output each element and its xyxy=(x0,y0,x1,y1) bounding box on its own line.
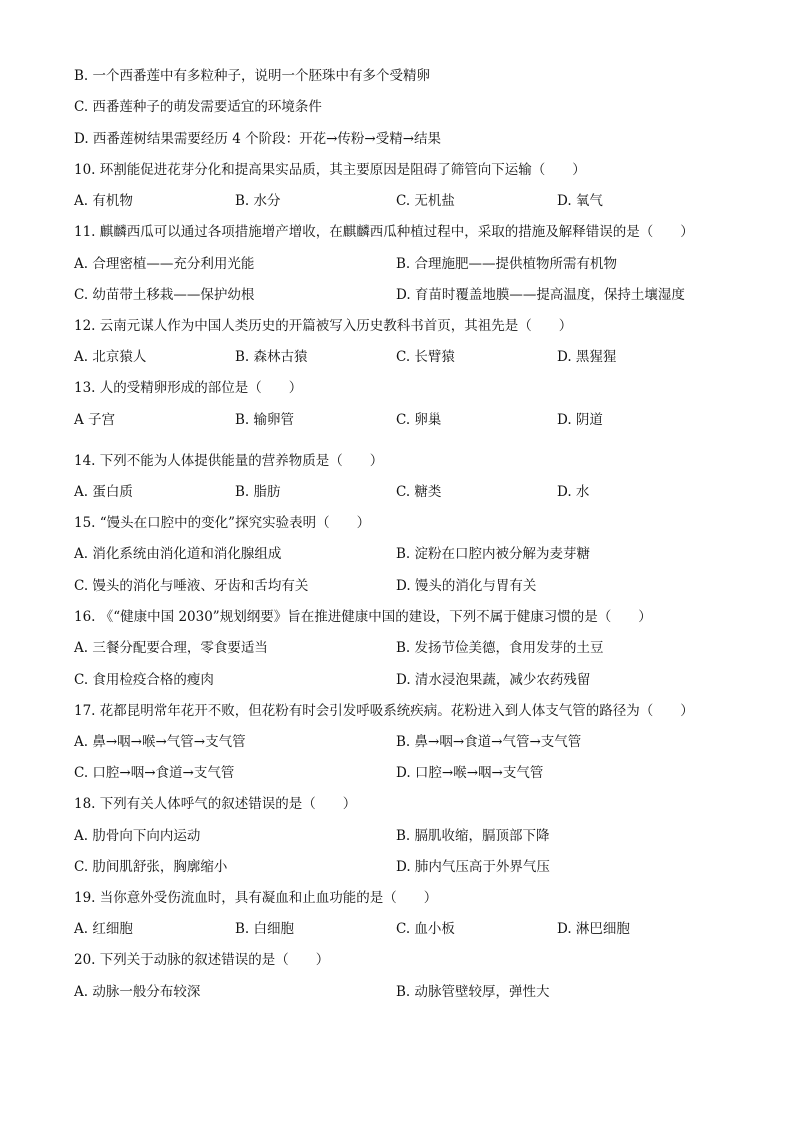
question-20-option-b: B. 动脉管壁较厚，弹性大 xyxy=(396,984,550,1000)
question-13-option-c: C. 卵巢 xyxy=(396,412,442,428)
question-16-option-b: B. 发扬节俭美德，食用发芽的土豆 xyxy=(396,640,604,656)
question-13-option-d: D. 阴道 xyxy=(557,412,603,428)
question-15-option-b: B. 淀粉在口腔内被分解为麦芽糖 xyxy=(396,546,591,562)
question-12-option-d: D. 黑猩猩 xyxy=(557,349,617,365)
question-17-option-c: C. 口腔→咽→食道→支气管 xyxy=(74,765,235,781)
prev-option-c: C. 西番莲种子的萌发需要适宜的环境条件 xyxy=(74,99,322,115)
question-10-option-d: D. 氧气 xyxy=(557,193,603,209)
question-16-stem: 16. 《“健康中国 2030”规划纲要》旨在推进健康中国的建设，下列不属于健康习惯的是（ ） xyxy=(74,609,652,625)
question-14-option-d: D. 水 xyxy=(557,484,590,500)
question-14-option-b: B. 脂肪 xyxy=(235,484,281,500)
question-18-option-a: A. 肋骨向下向内运动 xyxy=(74,828,201,844)
question-19-option-b: B. 白细胞 xyxy=(235,921,295,937)
question-20-stem: 20. 下列关于动脉的叙述错误的是（ ） xyxy=(74,952,330,968)
question-10-stem: 10. 环割能促进花芽分化和提高果实品质，其主要原因是阻碍了筛管向下运输（ ） xyxy=(74,162,586,178)
question-11-option-d: D. 育苗时覆盖地膜——提高温度，保持土壤湿度 xyxy=(396,287,685,303)
question-13-option-a: A 子宫 xyxy=(74,412,116,428)
question-15-option-a: A. 消化系统由消化道和消化腺组成 xyxy=(74,546,282,562)
question-16-option-c: C. 食用检疫合格的瘦肉 xyxy=(74,672,214,688)
question-10-option-b: B. 水分 xyxy=(235,193,281,209)
question-19-option-a: A. 红细胞 xyxy=(74,921,133,937)
question-14-option-c: C. 糖类 xyxy=(396,484,442,500)
question-17-option-a: A. 鼻→咽→喉→气管→支气管 xyxy=(74,734,246,750)
question-13-stem: 13. 人的受精卵形成的部位是（ ） xyxy=(74,380,303,396)
question-11-option-b: B. 合理施肥——提供植物所需有机物 xyxy=(396,256,618,272)
question-14-stem: 14. 下列不能为人体提供能量的营养物质是（ ） xyxy=(74,453,384,469)
question-17-option-d: D. 口腔→喉→咽→支气管 xyxy=(396,765,544,781)
question-12-stem: 12. 云南元谋人作为中国人类历史的开篇被写入历史教科书首页，其祖先是（ ） xyxy=(74,318,573,334)
question-15-option-c: C. 馒头的消化与唾液、牙齿和舌均有关 xyxy=(74,578,309,594)
question-19-option-d: D. 淋巴细胞 xyxy=(557,921,630,937)
question-12-option-b: B. 森林古猿 xyxy=(235,349,308,365)
question-10-option-a: A. 有机物 xyxy=(74,193,133,209)
question-15-stem: 15. “馒头在口腔中的变化”探究实验表明（ ） xyxy=(74,515,371,531)
prev-option-b: B. 一个西番莲中有多粒种子，说明一个胚珠中有多个受精卵 xyxy=(74,68,431,84)
prev-option-d: D. 西番莲树结果需要经历 4 个阶段：开花→传粉→受精→结果 xyxy=(74,131,442,147)
question-15-option-d: D. 馒头的消化与胃有关 xyxy=(396,578,537,594)
question-19-stem: 19. 当你意外受伤流血时，具有凝血和止血功能的是（ ） xyxy=(74,890,438,906)
question-18-option-d: D. 肺内气压高于外界气压 xyxy=(396,859,550,875)
question-18-option-b: B. 膈肌收缩，膈顶部下降 xyxy=(396,828,550,844)
question-19-option-c: C. 血小板 xyxy=(396,921,455,937)
question-11-stem: 11. 麒麟西瓜可以通过各项措施增产增收，在麒麟西瓜种植过程中，采取的措施及解释错误的是（ ） xyxy=(74,224,694,240)
question-17-option-b: B. 鼻→咽→食道→气管→支气管 xyxy=(396,734,582,750)
question-18-stem: 18. 下列有关人体呼气的叙述错误的是（ ） xyxy=(74,796,357,812)
question-12-option-c: C. 长臂猿 xyxy=(396,349,455,365)
question-14-option-a: A. 蛋白质 xyxy=(74,484,133,500)
question-18-option-c: C. 肋间肌舒张，胸廓缩小 xyxy=(74,859,228,875)
question-12-option-a: A. 北京猿人 xyxy=(74,349,147,365)
question-10-option-c: C. 无机盐 xyxy=(396,193,455,209)
question-13-option-b: B. 输卵管 xyxy=(235,412,295,428)
question-16-option-d: D. 清水浸泡果蔬，减少农药残留 xyxy=(396,672,591,688)
question-16-option-a: A. 三餐分配要合理，零食要适当 xyxy=(74,640,268,656)
question-11-option-a: A. 合理密植——充分利用光能 xyxy=(74,256,255,272)
question-11-option-c: C. 幼苗带土移栽——保护幼根 xyxy=(74,287,255,303)
question-17-stem: 17. 花都昆明常年花开不败，但花粉有时会引发呼吸系统疾病。花粉进入到人体支气管的路径为（ ） xyxy=(74,703,694,719)
question-20-option-a: A. 动脉一般分布较深 xyxy=(74,984,201,1000)
